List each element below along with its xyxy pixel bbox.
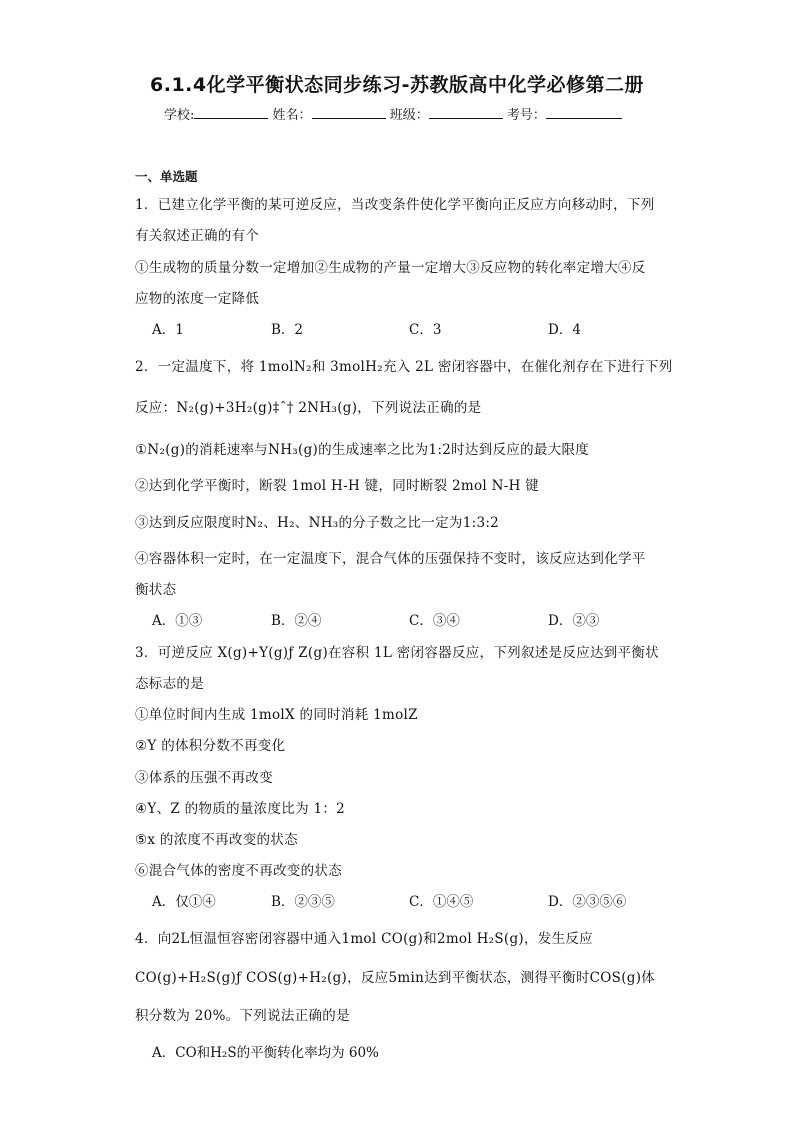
q1-option-c[interactable]: C．3 [409,322,442,338]
class-label: 班级： [389,108,429,123]
q2-statement-4-line2: 衡状态 [135,582,177,598]
q3-statement-4: ④Y、Z 的物质的量浓度比为 1：2 [135,801,346,817]
q2-stem-line2: 反应：N₂(g)+3H₂(g)‡ˆ† 2NH₃(g)，下列说法正确的是 [135,400,482,416]
q1-option-b[interactable]: B．2 [271,322,304,338]
q1-option-a[interactable]: A．1 [152,322,184,338]
exam-number-blank[interactable] [546,106,622,119]
q3-statement-3: ③体系的压强不再改变 [135,770,273,786]
q2-statement-2: ②达到化学平衡时，断裂 1mol H-H 键，同时断裂 2mol N-H 键 [135,478,540,494]
q2-option-a[interactable]: A．①③ [152,613,203,629]
q1-stem-line2: 有关叙述正确的有个 [135,228,260,244]
q2-option-d[interactable]: D．②③ [548,613,600,629]
q1-stem-line1: 1．已建立化学平衡的某可逆反应，当改变条件使化学平衡向正反应方向移动时，下列 [135,197,655,213]
q3-statement-6: ⑥混合气体的密度不再改变的状态 [135,863,342,879]
q3-stem-line2: 态标志的是 [135,676,204,692]
q3-statement-5: ⑤x 的浓度不再改变的状态 [135,832,298,848]
q3-statement-2: ②Y 的体积分数不再变化 [135,738,286,754]
q1-stem-line3: ①生成物的质量分数一定增加②生成物的产量一定增大③反应物的转化率定增大④反 [135,260,646,276]
q2-statement-3: ③达到反应限度时N₂、H₂、NH₃的分子数之比一定为1:3:2 [135,515,500,531]
q2-option-b[interactable]: B．②④ [271,613,322,629]
q4-stem-line3: 积分数为 20%。下列说法正确的是 [135,1008,350,1024]
q4-stem-line2: CO(g)+H₂S(g)ƒ COS(g)+H₂(g)，反应5min达到平衡状态，测得平衡时COS(g)体 [135,970,656,986]
q1-stem-line4: 应物的浓度一定降低 [135,291,260,307]
q2-option-c[interactable]: C．③④ [409,613,460,629]
name-blank[interactable] [312,106,386,119]
section-heading: 一、单选题 [135,169,198,184]
q3-stem-line1: 3．可逆反应 X(g)+Y(g)ƒ Z(g)在容积 1L 密闭容器反应，下列叙述是反应达到平衡状 [135,645,659,661]
student-info-line [164,104,622,123]
q2-statement-1: ①N₂(g)的消耗速率与NH₃(g)的生成速率之比为1:2时达到反应的最大限度 [135,442,590,458]
q4-option-a[interactable]: A．CO和H₂S的平衡转化率均为 60% [152,1045,379,1061]
school-blank[interactable] [194,106,268,119]
name-label: 姓名： [272,108,312,123]
document-title: 6.1.4化学平衡状态同步练习-苏教版高中化学必修第二册 [150,74,644,96]
q2-stem-line1: 2．一定温度下，将 1molN₂和 3molH₂充入 2L 密闭容器中，在催化剂存在下进行下列 [135,359,673,375]
q4-stem-line1: 4．向2L恒温恒容密闭容器中通入1mol CO(g)和2mol H₂S(g)，发生反应 [135,931,593,947]
exam-number-label: 考号： [506,108,546,123]
q3-option-b[interactable]: B．②③⑤ [271,894,335,910]
q3-option-a[interactable]: A．仅①④ [152,894,216,910]
q3-statement-1: ①单位时间内生成 1molX 的同时消耗 1molZ [135,707,418,723]
q3-option-d[interactable]: D．②③⑤⑥ [548,894,627,910]
q1-option-d[interactable]: D．4 [548,322,581,338]
q2-statement-4-line1: ④容器体积一定时，在一定温度下，混合气体的压强保持不变时，该反应达到化学平 [135,551,646,567]
class-blank[interactable] [429,106,503,119]
school-label: 学校: [164,108,195,123]
q3-option-c[interactable]: C．①④⑤ [409,894,474,910]
